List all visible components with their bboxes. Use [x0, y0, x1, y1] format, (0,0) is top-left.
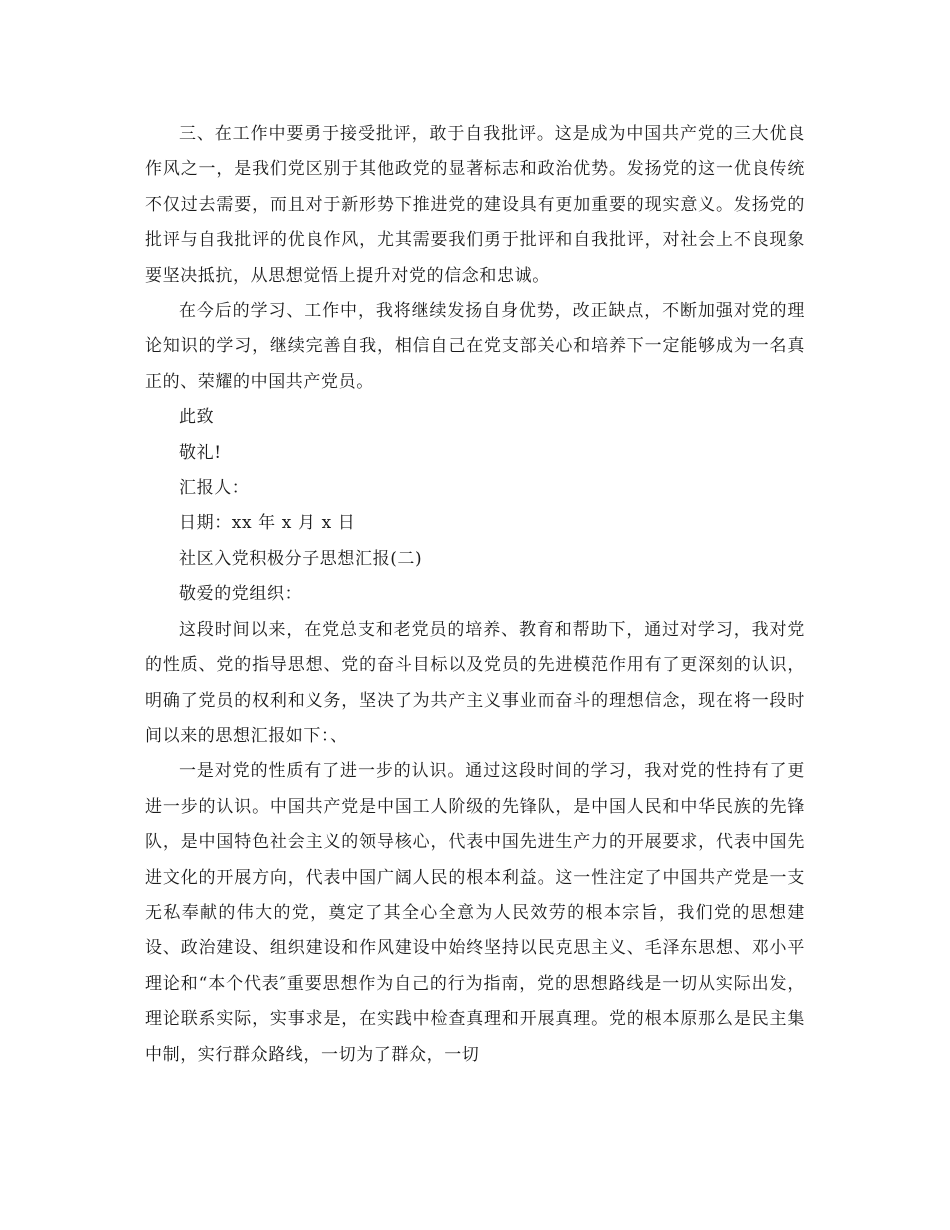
document-body — [145, 117, 805, 1073]
greeting: 敬爱的党组织： — [179, 584, 303, 605]
paragraph-introduction: 这段时间以来，在党总支和老党员的培养、教育和帮助下，通过对学习，我对党的性质、党的指导思想、党的奋斗目标以及党员的先进模范作用有了更深刻的认识，明确了党员的权利和义务，坚决了为共产主义事业而奋斗的理想信念，现在将一段时间以来的思想汇报如下：、 — [145, 619, 805, 746]
date-line: 日期：xx 年 x 月 x 日 — [179, 513, 356, 534]
reporter-label: 汇报人： — [179, 478, 250, 499]
paragraph-future-commitment: 在今后的学习、工作中，我将继续发扬自身优势，改正缺点，不断加强对党的理论知识的学习，继续完善自我，相信自己在党支部关心和培养下一定能够成为一名真正的、荣耀的中国共产党员。 — [145, 301, 805, 392]
closing-salutation: 此致 — [179, 407, 215, 428]
closing-regards: 敬礼! — [179, 442, 222, 463]
paragraph-self-criticism: 三、在工作中要勇于接受批评，敢于自我批评。这是成为中国共产党的三大优良作风之一，是我们党区别于其他政党的显著标志和政治优势。发扬党的这一优良传统不仅过去需要，而且对于新形势下推进党的建设具有更加重要的现实意义。发扬党的批评与自我批评的优良作风，尤其需要我们勇于批评和自我批评，对社会上不良现象要坚决抵抗，从思想觉悟上提升对党的信念和忠诚。 — [145, 124, 805, 286]
section-title: 社区入党积极分子思想汇报(二) — [179, 548, 423, 569]
paragraph-party-nature: 一是对党的性质有了进一步的认识。通过这段时间的学习，我对党的性持有了更进一步的认识。中国共产党是中国工人阶级的先锋队，是中国人民和中华民族的先锋队，是中国特色社会主义的领导核心，代表中国先进生产力的开展要求，代表中国先进文化的开展方向，代表中国广阔人民的根本利益。这一性注定了中国共产党是一支无私奉献的伟大的党，奠定了其全心全意为人民效劳的根本宗旨，我们党的思想建设、政治建设、组织建设和作风建设中始终坚持以民克思主义、毛泽东思想、邓小平理论和“本个代表″重要思想作为自己的行为指南，党的思想路线是一切从实际出发，理论联系实际，实事求是，在实践中检查真理和开展真理。党的根本原那么是民主集中制，实行群众路线，一切为了群众，一切 — [145, 761, 805, 1065]
